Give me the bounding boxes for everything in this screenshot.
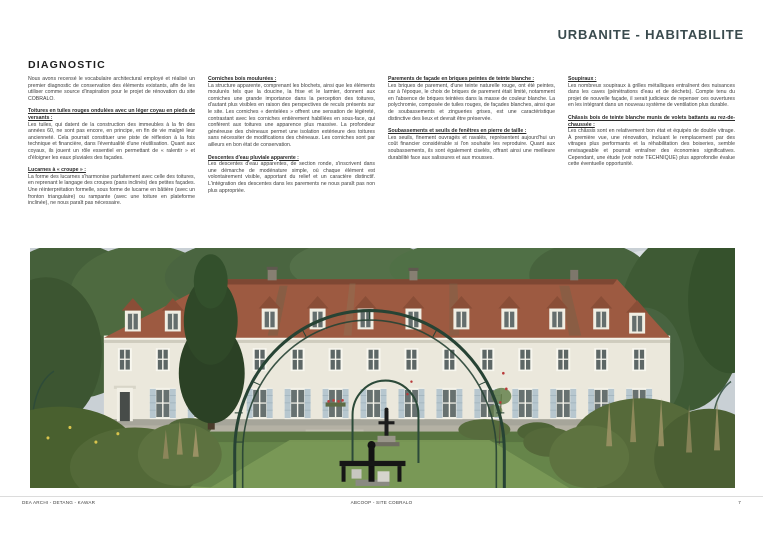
section-body-soubassements: Les seuils, finement ouvragés et ravalés, représentent aujourd'hui un coût financier considérable si l'on souhaite les reproduire. Quant aux soubassements, ils sont également ciselés, offrant ainsi une meilleure durabilité face aux salissures et aux mousses. — [388, 134, 555, 161]
site-photo-illustration — [30, 248, 735, 488]
section-heading-descentes: Descentes d'eau pluviale apparente : — [208, 154, 299, 161]
page-title: URBANITE - HABITABILITE — [557, 27, 744, 42]
diagnostic-columns — [28, 76, 735, 213]
section-body-chassis: Les châssis sont en relativement bon état et équipés de double vitrage. À première vue, une rénovation, incluant le remplacement par des vitrages plus performants et la réhabilitation des boiseries, semble envisageable et pourrait entraîner des économies significatives. Cependant, une étude (voir note TECHNIQUE) plus approfondie évalue cette éventuelle opportunité. — [568, 128, 735, 168]
intro-paragraph: Nous avons recensé le vocabulaire architectural employé et réalisé un premier diagnostic de conservation des éléments existants, afin de les utiliser comme source d'inspiration pour le projet de rénovation du site COBRALO. — [28, 76, 195, 102]
site-photo — [30, 248, 735, 488]
text-column-2 — [208, 76, 375, 213]
section-body-lucarnes: La forme des lucarnes s'harmonise parfaitement avec celle des toitures, en reprenant le langage des croupes (pans inclinés) des petites façades. Une réinterprétation formelle, sous forme de lucarne en bâtière (avec un fronton triangulaire) ou rampante (avec une toiture en plateforme inclinée), ne nous paraît pas nécessaire. — [28, 173, 195, 207]
section-body-descentes: Les descentes d'eau apparentes, de section ronde, s'inscrivent dans une démarche de modénature simple, où chaque élément est volontairement visible, apportant du relief et un caractère distinctif. L'intégration des descentes dans les parements ne nous paraît pas non plus appropriée. — [208, 161, 375, 194]
section-body-soupiraux: Les nombreux soupiraux à grilles métalliques entraînent des nuisances dans les caves (pénétrations d'eau et de déchets). Compte tenu du projet de nouvelle façade, il serait judicieux de repenser ces ouvertures en les intégrant dans un nouveau système de ventilation plus durable. — [568, 82, 735, 109]
footer-left: DEA ARCHI - DETANG - KAWAR — [22, 500, 96, 505]
section-heading-chassis: Châssis bois de teinte blanche munis de volets battants au rez-de-chaussée : — [568, 114, 735, 128]
text-column-1 — [28, 76, 195, 213]
page-footer — [0, 496, 763, 505]
section-body-toitures: Les tuiles, qui datent de la construction des immeubles à la fin des années 60, ne sont pas encore, en principe, en fin de vie malgré leur ancienneté. Cela pourrait constituer une piste de réflexion à la fois technique et financière, dans l'éventualité d'une réutilisation. Quant aux coyaux, ils jouent un rôle essentiel en permettant de « ralentir » et d'éloigner les eaux pluviales des façades. — [28, 121, 195, 161]
section-body-corniches: La structure apparente, comprenant les blochets, ainsi que les éléments moulurés tels que la doucine, la frise et le larmier, donnent aux corniches une grande importance dans la perception des toitures, d'autant plus visibles en raison des perspectives de reculs présents sur le site. Les corniches « dentelées » offrent une sensation de légèreté, contrastant avec les corniches entièrement habillées en sous-face, qui confèrent aux toitures une apparence plus massive. La profondeur généreuse des chéneaux permet une isolation extérieure des toitures sans nécessiter de modifications des chéneaux. Les corniches sont par ailleurs en bon état de conservation. — [208, 82, 375, 148]
section-heading-toitures: Toitures en tuiles rouges ondulées avec un léger coyau en pieds de versants : — [28, 108, 195, 121]
section-body-parements: Les briques de parement, d'une teinte naturelle rouge, ont été peintes, car à l'époque, le choix de briques de parement était limité, notamment en l'absence de briques teintées dans la masse de couleur blanche. La polychromie, composée de tuiles rouges, de façades blanches, ainsi que de soubassements et zingueries grises, est une caractéristique distinctive des lieux et devrait être préservée. — [388, 82, 555, 122]
footer-center: ABCOOP - SITE COBRALO — [350, 500, 413, 505]
section-heading-parements: Parements de façade en briques peintes de teinte blanche : — [388, 76, 535, 82]
section-heading-lucarnes: Lucarnes à « croupe » : — [28, 167, 86, 174]
section-heading-soubassements: Soubassements et seuils de fenêtres en pierre de taille : — [388, 128, 527, 135]
entrance-door — [114, 386, 136, 421]
footer-page-number: 7 — [738, 500, 741, 505]
text-column-4 — [568, 76, 735, 213]
section-heading-soupiraux: Soupiraux : — [568, 76, 597, 82]
section-heading-corniches: Corniches bois moulurées : — [208, 76, 277, 82]
diagnostic-heading: DIAGNOSTIC — [28, 59, 106, 71]
text-column-3 — [388, 76, 555, 213]
